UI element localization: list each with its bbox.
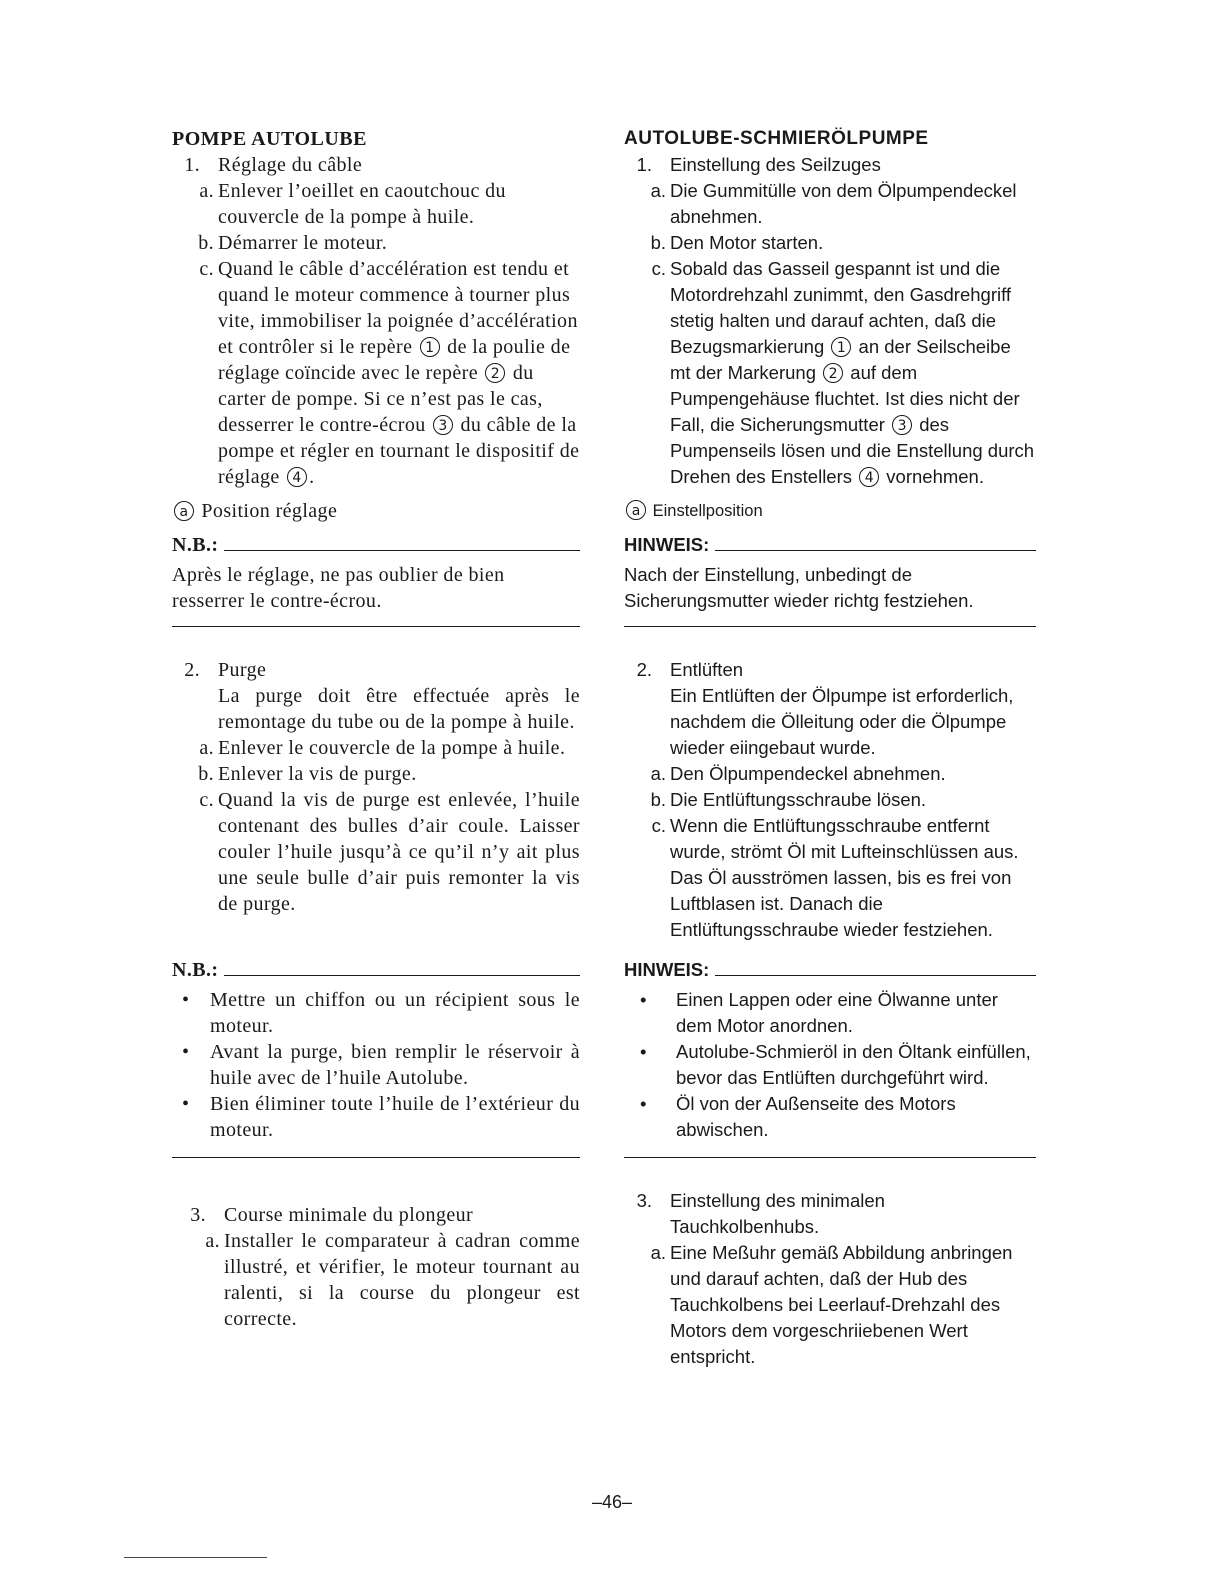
note-bullet: [172, 1039, 580, 1091]
sub-label: a.: [650, 1242, 666, 1263]
sub-text: Die Gummitülle von dem Ölpumpendeckel abnehmen.: [670, 180, 1017, 227]
sub-text: Sobald das Gasseil gespannt ist und die Motordrehzahl zunimmt, den Gasdrehgriff stetig halten und darauf achten, daß die Bezugsmarkierung: [670, 258, 1012, 357]
note-bullet: [172, 987, 580, 1039]
step-title: Réglage du câble: [218, 154, 363, 176]
sub-text: vornehmen.: [886, 466, 984, 487]
sub-text: des Pumpenseils lösen und die Enstellung durch Drehen des Enstellers: [670, 414, 1035, 487]
legend-text: Position réglage: [201, 500, 338, 522]
step-number: 3.: [190, 1204, 206, 1226]
sub-text: Eine Meßuhr gemäß Abbildung anbringen und darauf achten, daß der Hub des Tauchkolbens bei Leerlauf-Drehzahl des Motors dem vorgeschriiebenen Wert entspricht.: [670, 1242, 1013, 1367]
step-1c-fr: [172, 256, 580, 490]
step-title: Entlüften: [670, 659, 744, 680]
step-title: Course minimale du plongeur: [224, 1204, 474, 1226]
bullet-icon: •: [640, 989, 647, 1010]
step-2c-fr: [172, 787, 580, 917]
sub-label: b.: [198, 232, 214, 254]
step-2b-de: [624, 787, 1036, 813]
bullet-text: Autolube-Schmieröl in den Öltank einfüllen, bevor das Entlüften durchgeführt wird.: [676, 1041, 1031, 1088]
section-title-de: AUTOLUBE-SCHMIERÖLPUMPE: [624, 128, 929, 149]
sub-text: Enlever l’oeillet en caoutchouc du couvercle de la pompe à huile.: [218, 180, 506, 228]
note-label: N.B.:: [172, 959, 219, 981]
sub-label: a.: [199, 180, 214, 202]
note-bullet: [624, 1091, 1036, 1143]
note-1-fr: [172, 532, 580, 627]
step-2b-fr: [172, 761, 580, 787]
legend-text: Einstellposition: [652, 502, 763, 520]
step-3a-fr: [178, 1228, 580, 1332]
page-number: –46–: [591, 1492, 633, 1512]
step-number: 2.: [636, 659, 652, 680]
bullet-icon: •: [182, 989, 190, 1011]
note-2-fr: [172, 957, 580, 1158]
bullet-icon: •: [182, 1041, 190, 1063]
sub-label: c.: [651, 258, 666, 279]
position-legend-de: [624, 498, 1036, 524]
bullet-text: Avant la purge, bien remplir le réservoir à huile avec de l’huile Autolube.: [210, 1041, 580, 1089]
sub-label: a.: [650, 763, 666, 784]
marker-a-symbol: a: [174, 501, 194, 521]
sub-label: b.: [650, 232, 666, 253]
note-heading: [624, 532, 1036, 558]
sub-text: Den Motor starten.: [670, 232, 824, 253]
marker-4-symbol: 4: [859, 467, 879, 487]
french-column: [172, 126, 580, 1332]
step-number: 1.: [636, 154, 652, 175]
sub-text: du câble de la pompe et régler en tournant le dispositif de réglage: [218, 414, 580, 488]
note-label: N.B.:: [172, 534, 219, 556]
divider: [715, 550, 1036, 551]
german-column: [624, 126, 1036, 1370]
sub-label: c.: [199, 789, 214, 811]
step-2a-de: [624, 761, 1036, 787]
marker-2-symbol: 2: [485, 363, 505, 383]
sub-text: de la poulie de réglage coïncide avec le repère: [218, 336, 571, 384]
step-3a-de: [624, 1240, 1036, 1370]
divider: [224, 550, 580, 551]
note-heading: [624, 957, 1036, 983]
step-title: Purge: [218, 659, 267, 681]
sub-text: Démarrer le moteur.: [218, 232, 388, 254]
divider: [624, 626, 1036, 627]
bullet-icon: •: [640, 1093, 647, 1114]
note-label: HINWEIS:: [624, 534, 710, 555]
sub-label: a.: [199, 737, 214, 759]
step-title: Einstellung des minimalen Tauchkolbenhubs.: [670, 1190, 885, 1237]
note-label: HINWEIS:: [624, 959, 710, 980]
marker-2-symbol: 2: [823, 363, 843, 383]
sub-text: auf dem Pumpengehäuse fluchtet. Ist dies nicht der Fall, die Sicherungsmutter: [670, 362, 1020, 435]
footer-rule: [124, 1557, 267, 1558]
sub-text: .: [309, 466, 315, 488]
bullet-icon: •: [640, 1041, 647, 1062]
step-1a-fr: [172, 178, 580, 230]
sub-text: Enlever la vis de purge.: [218, 763, 417, 785]
sub-text: Quand la vis de purge est enlevée, l’huile contenant des bulles d’air coule. Laisser couler l’huile jusqu’à ce qu’il n’y ait plus une seule bulle d’air puis remonter la vis de purge.: [218, 789, 580, 915]
divider: [172, 1157, 580, 1158]
marker-1-symbol: 1: [831, 337, 851, 357]
divider: [172, 626, 580, 627]
note-1-de: [624, 532, 1036, 627]
note-heading: [172, 532, 580, 558]
note-bullet: [624, 987, 1036, 1039]
sub-text: an der Seilscheibe mt der Markerung: [670, 336, 1011, 383]
sub-label: c.: [199, 258, 214, 280]
step-2-intro-de: Ein Entlüften der Ölpumpe ist erforderlich, nachdem die Ölleitung oder die Ölpumpe wieder eiingebaut wurde.: [670, 685, 1014, 758]
sub-text: Installer le comparateur à cadran comme illustré, et vérifier, le moteur tournant au ralenti, si la course du plongeur est correcte.: [224, 1230, 580, 1330]
step-3-fr: [178, 1202, 580, 1228]
bullet-text: Mettre un chiffon ou un récipient sous le moteur.: [210, 989, 580, 1037]
note-text: Nach der Einstellung, unbedingt de Sicherungsmutter wieder richtg festziehen.: [624, 564, 974, 611]
divider: [624, 1157, 1036, 1158]
sub-text: Quand le câble d’accélération est tendu et quand le moteur commence à tourner plus vite, immobiliser la poignée d’accélération et contrôler si le repère: [218, 258, 578, 358]
sub-text: du carter de pompe. Si ce n’est pas le cas, desserrer le contre-écrou: [218, 362, 543, 436]
sub-label: b.: [198, 763, 214, 785]
step-3-de: [624, 1188, 1036, 1240]
sub-text: Die Entlüftungsschraube lösen.: [670, 789, 927, 810]
sub-label: a.: [205, 1230, 220, 1252]
step-2c-de: [624, 813, 1036, 943]
bullet-text: Einen Lappen oder eine Ölwanne unter dem Motor anordnen.: [676, 989, 998, 1036]
marker-3-symbol: 3: [433, 415, 453, 435]
bullet-icon: •: [182, 1093, 190, 1115]
note-bullet: [624, 1039, 1036, 1091]
bullet-text: Öl von der Außenseite des Motors abwischen.: [676, 1093, 956, 1140]
marker-a-symbol: a: [626, 500, 646, 520]
step-1c-de: [624, 256, 1036, 490]
sub-label: a.: [650, 180, 666, 201]
divider: [715, 975, 1036, 976]
step-title: Einstellung des Seilzuges: [670, 154, 881, 175]
step-1b-fr: [172, 230, 580, 256]
note-bullet: [172, 1091, 580, 1143]
sub-text: Enlever le couvercle de la pompe à huile.: [218, 737, 566, 759]
step-2-fr: [172, 657, 580, 683]
marker-4-symbol: 4: [287, 467, 307, 487]
step-1-fr: [172, 152, 580, 178]
step-number: 2.: [184, 659, 200, 681]
note-heading: [172, 957, 580, 983]
note-2-de: [624, 957, 1036, 1158]
step-2-de: [624, 657, 1036, 683]
sub-label: b.: [650, 789, 666, 810]
step-number: 3.: [636, 1190, 652, 1211]
step-1-de: [624, 152, 1036, 178]
sub-label: c.: [651, 815, 666, 836]
step-2a-fr: [172, 735, 580, 761]
bullet-text: Bien éliminer toute l’huile de l’extérieur du moteur.: [210, 1093, 580, 1141]
step-1b-de: [624, 230, 1036, 256]
divider: [224, 975, 580, 976]
step-number: 1.: [184, 154, 200, 176]
marker-3-symbol: 3: [892, 415, 912, 435]
step-1a-de: [624, 178, 1036, 230]
sub-text: Den Ölpumpendeckel abnehmen.: [670, 763, 946, 784]
position-legend-fr: [172, 498, 580, 524]
marker-1-symbol: 1: [420, 337, 440, 357]
note-text: Après le réglage, ne pas oublier de bien resserrer le contre-écrou.: [172, 564, 505, 612]
step-2-intro-fr: La purge doit être effectuée après le remontage du tube ou de la pompe à huile.: [218, 685, 580, 733]
sub-text: Wenn die Entlüftungsschraube entfernt wurde, strömt Öl mit Lufteinschlüssen aus. Das Öl ausströmen lassen, bis es frei von Luftblasen ist. Danach die Entlüftungsschraube wieder festziehen.: [670, 815, 1019, 940]
section-title-fr: POMPE AUTOLUBE: [172, 128, 367, 150]
